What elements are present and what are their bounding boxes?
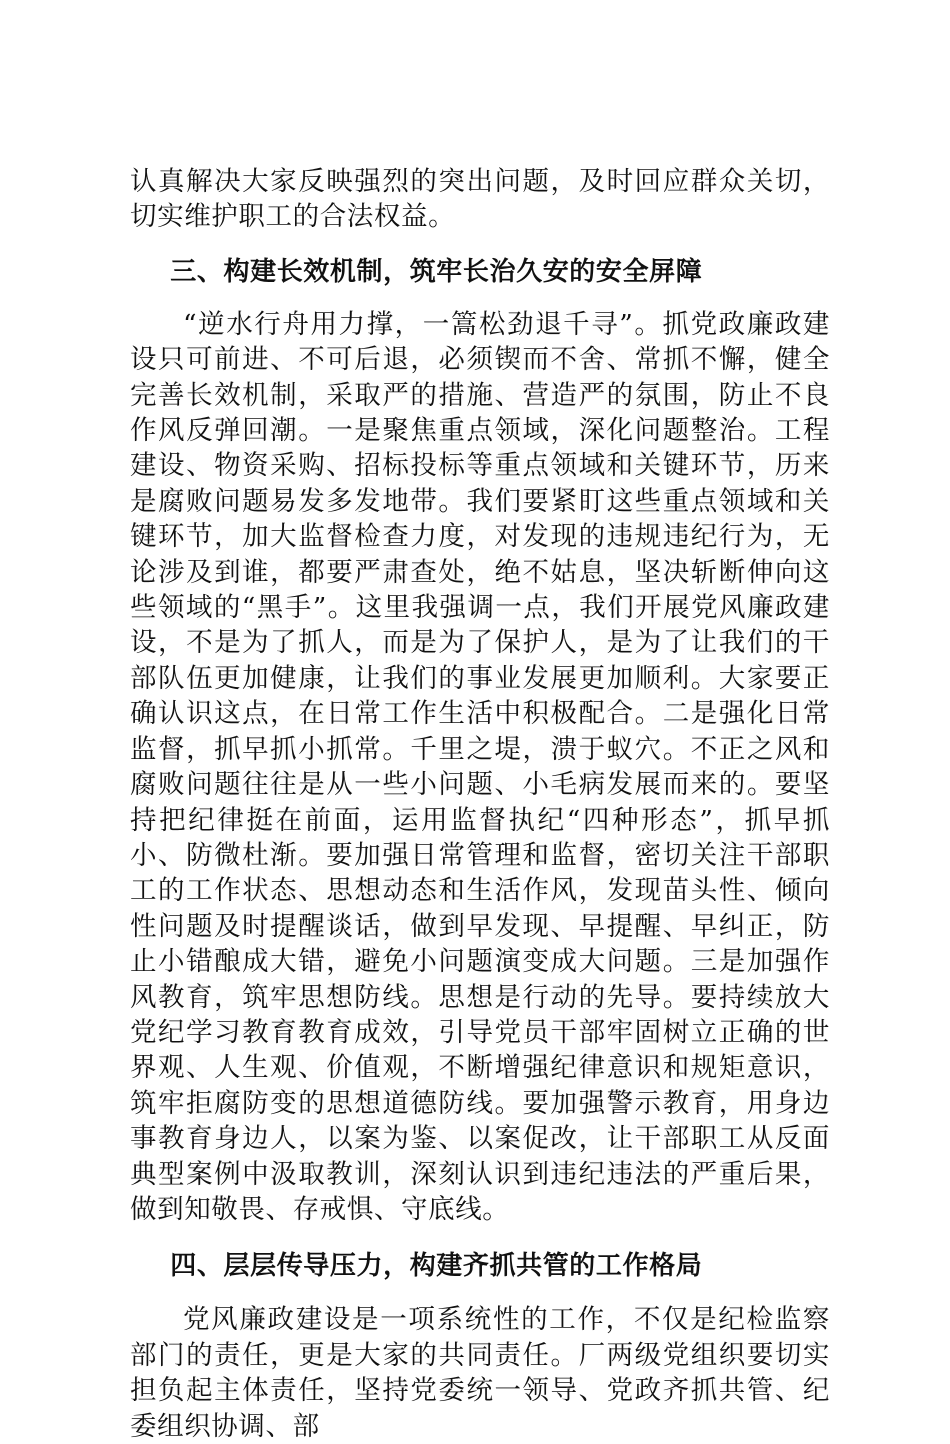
section-heading-4: 四、层层传导压力，构建齐抓共管的工作格局 (170, 1251, 703, 1282)
section-heading-3: 三、构建长效机制，筑牢长治久安的安全屏障 (170, 256, 703, 287)
section-3-paragraph: “逆水行舟用力撑，一篙松劲退千寻”。抓党政廉政建设只可前进、不可后退，必须锲而不舍、常抓不懈，健全完善长效机制，采取严的措施、营造严的氛围，防止不良作风反弹回潮。一是聚焦重点领域，深化问题整治。工程建设、物资采购、招标投标等重点领域和关键环节，历来是腐败问题易发多发地带。我们要紧盯这些重点领域和关键环节，加大监督检查力度，对发现的违规违纪行为，无论涉及到谁，都要严肃查处，绝不姑息，坚决斩断伸向这些领域的“黑手”。这里我强调一点，我们开展党风廉政建设，不是为了抓人，而是为了保护人，是为了让我们的干部队伍更加健康，让我们的事业发展更加顺利。大家要正确认识这点，在日常工作生活中积极配合。二是强化日常监督，抓早抓小抓常。千里之堤，溃于蚁穴。不正之风和腐败问题往往是从一些小问题、小毛病发展而来的。要坚持把纪律挺在前面，运用监督执纪“四种形态”，抓早抓小、防微杜渐。要加强日常管理和监督，密切关注干部职工的工作状态、思想动态和生活作风，发现苗头性、倾向性问题及时提醒谈话，做到早发现、早提醒、早纠正，防止小错酿成大错，避免小问题演变成大问题。三是加强作风教育，筑牢思想防线。思想是行动的先导。要持续放大党纪学习教育教育成效，引导党员干部牢固树立正确的世界观、人生观、价值观，不断增强纪律意识和规矩意识，筑牢拒腐防变的思想道德防线。要加强警示教育，用身边事教育身边人，以案为鉴、以案促改，让干部职工从反面典型案例中汲取教训，深刻认识到违纪违法的严重后果，做到知敬畏、存戒惧、守底线。 (130, 308, 830, 1225)
section-4-paragraph: 党风廉政建设是一项系统性的工作，不仅是纪检监察部门的责任，更是大家的共同责任。厂两级党组织要切实担负起主体责任，坚持党委统一领导、党政齐抓共管、纪委组织协调、部 (130, 1304, 830, 1442)
document-body (130, 164, 830, 1444)
intro-paragraph: 认真解决大家反映强烈的突出问题，及时回应群众关切，切实维护职工的合法权益。 (130, 166, 830, 233)
